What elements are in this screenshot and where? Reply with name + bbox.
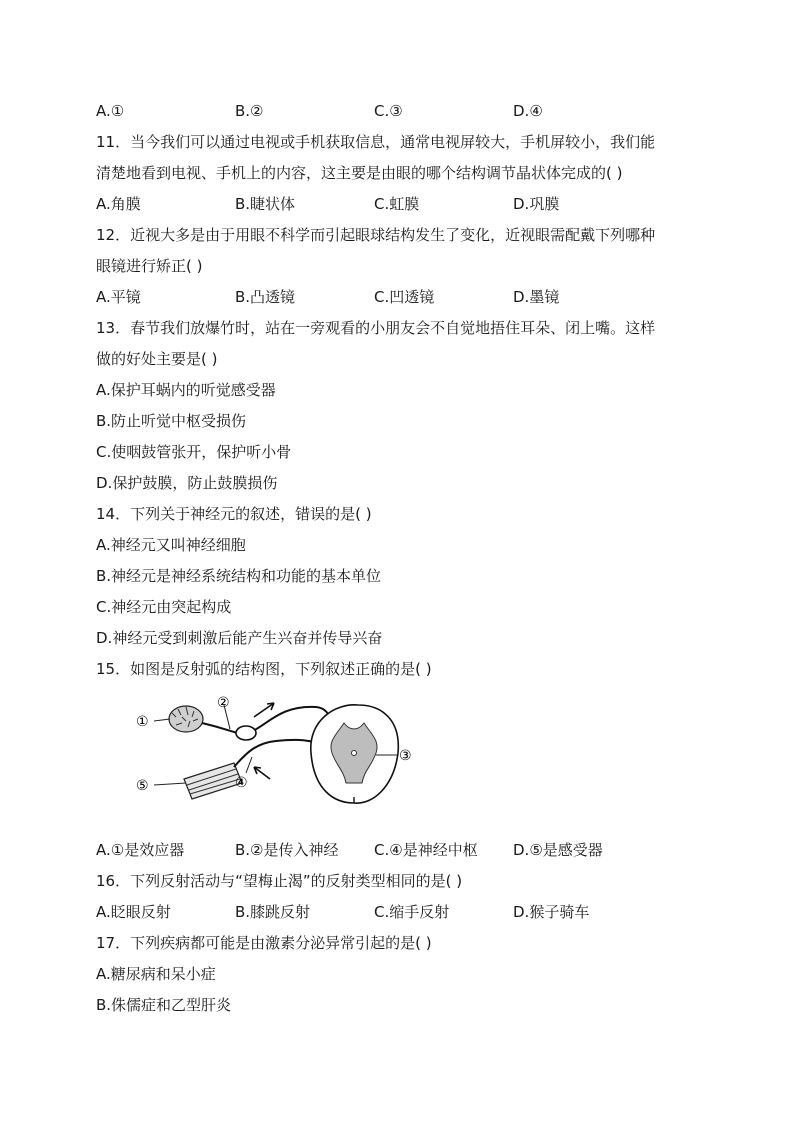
q10-option-b[interactable]: B.② <box>235 102 264 120</box>
reflex-arc-diagram <box>136 695 416 815</box>
q13-option-a[interactable]: A.保护耳蜗内的听觉感受器 <box>96 381 276 399</box>
q15-option-c[interactable]: C.④是神经中枢 <box>374 841 478 859</box>
q10-option-a[interactable]: A.① <box>96 102 125 120</box>
q13-option-c[interactable]: C.使咽鼓管张开，保护听小骨 <box>96 443 292 461</box>
q14-option-c[interactable]: C.神经元由突起构成 <box>96 598 232 616</box>
q16-option-d[interactable]: D.猴子骑车 <box>513 903 590 921</box>
q10-options <box>96 96 696 127</box>
q11-stem-line1: 11．当今我们可以通过电视或手机获取信息，通常电视屏较大，手机屏较小，我们能 <box>96 133 656 151</box>
q15-option-b[interactable]: B.②是传入神经 <box>235 841 339 859</box>
q16-option-a[interactable]: A.眨眼反射 <box>96 903 171 921</box>
q14-option-b[interactable]: B.神经元是神经系统结构和功能的基本单位 <box>96 567 382 585</box>
q13-stem-line1: 13．春节我们放爆竹时，站在一旁观看的小朋友会不自觉地捂住耳朵、闭上嘴。这样 <box>96 319 656 337</box>
effector-muscle <box>184 763 242 799</box>
ganglion <box>236 726 256 740</box>
exam-page <box>96 96 696 1021</box>
q15-stem: 15．如图是反射弧的结构图，下列叙述正确的是( ) <box>96 660 432 678</box>
reflex-arc-figure <box>96 685 696 835</box>
q14-option-d[interactable]: D.神经元受到刺激后能产生兴奋并传导兴奋 <box>96 629 383 647</box>
q17-option-a[interactable]: A.糖尿病和呆小症 <box>96 965 216 983</box>
q11-option-c[interactable]: C.虹膜 <box>374 195 420 213</box>
q12-option-d[interactable]: D.墨镜 <box>513 288 560 306</box>
q11-stem-line2: 清楚地看到电视、手机上的内容，这主要是由眼的哪个结构调节晶状体完成的( ) <box>96 164 623 182</box>
arrow-efferent-icon <box>254 767 270 779</box>
figure-label-3: ③ <box>399 748 412 764</box>
q15-option-d[interactable]: D.⑤是感受器 <box>513 841 603 859</box>
q14-option-a[interactable]: A.神经元又叫神经细胞 <box>96 536 246 554</box>
q17-option-b[interactable]: B.侏儒症和乙型肝炎 <box>96 996 232 1014</box>
q17-stem: 17．下列疾病都可能是由激素分泌异常引起的是( ) <box>96 934 432 952</box>
receptor-tissue <box>169 706 203 732</box>
q14-stem: 14．下列关于神经元的叙述，错误的是( ) <box>96 505 372 523</box>
q13-option-b[interactable]: B.防止听觉中枢受损伤 <box>96 412 247 430</box>
figure-label-2: ② <box>217 695 230 711</box>
figure-label-1: ① <box>136 714 149 730</box>
q11-options <box>96 189 696 220</box>
figure-label-5: ⑤ <box>136 778 149 794</box>
spinal-cord <box>311 705 399 803</box>
q12-option-b[interactable]: B.凸透镜 <box>235 288 296 306</box>
q16-options <box>96 897 696 928</box>
q12-options <box>96 282 696 313</box>
q15-options <box>96 835 696 866</box>
q11-option-b[interactable]: B.睫状体 <box>235 195 296 213</box>
q16-option-b[interactable]: B.膝跳反射 <box>235 903 311 921</box>
q10-option-c[interactable]: C.③ <box>374 102 403 120</box>
arrow-afferent-icon <box>254 703 274 717</box>
q16-option-c[interactable]: C.缩手反射 <box>374 903 450 921</box>
q13-stem-line2: 做的好处主要是( ) <box>96 350 218 368</box>
q11-option-a[interactable]: A.角膜 <box>96 195 141 213</box>
q16-stem: 16．下列反射活动与“望梅止渴”的反射类型相同的是( ) <box>96 872 463 890</box>
q12-option-a[interactable]: A.平镜 <box>96 288 141 306</box>
q10-option-d[interactable]: D.④ <box>513 102 543 120</box>
q12-option-c[interactable]: C.凹透镜 <box>374 288 435 306</box>
q12-stem-line1: 12．近视大多是由于用眼不科学而引起眼球结构发生了变化，近视眼需配戴下列哪种 <box>96 226 656 244</box>
q11-option-d[interactable]: D.巩膜 <box>513 195 560 213</box>
q13-option-d[interactable]: D.保护鼓膜，防止鼓膜损伤 <box>96 474 278 492</box>
q15-option-a[interactable]: A.①是效应器 <box>96 841 185 859</box>
q12-stem-line2: 眼镜进行矫正( ) <box>96 257 203 275</box>
figure-label-4: ④ <box>235 775 248 791</box>
